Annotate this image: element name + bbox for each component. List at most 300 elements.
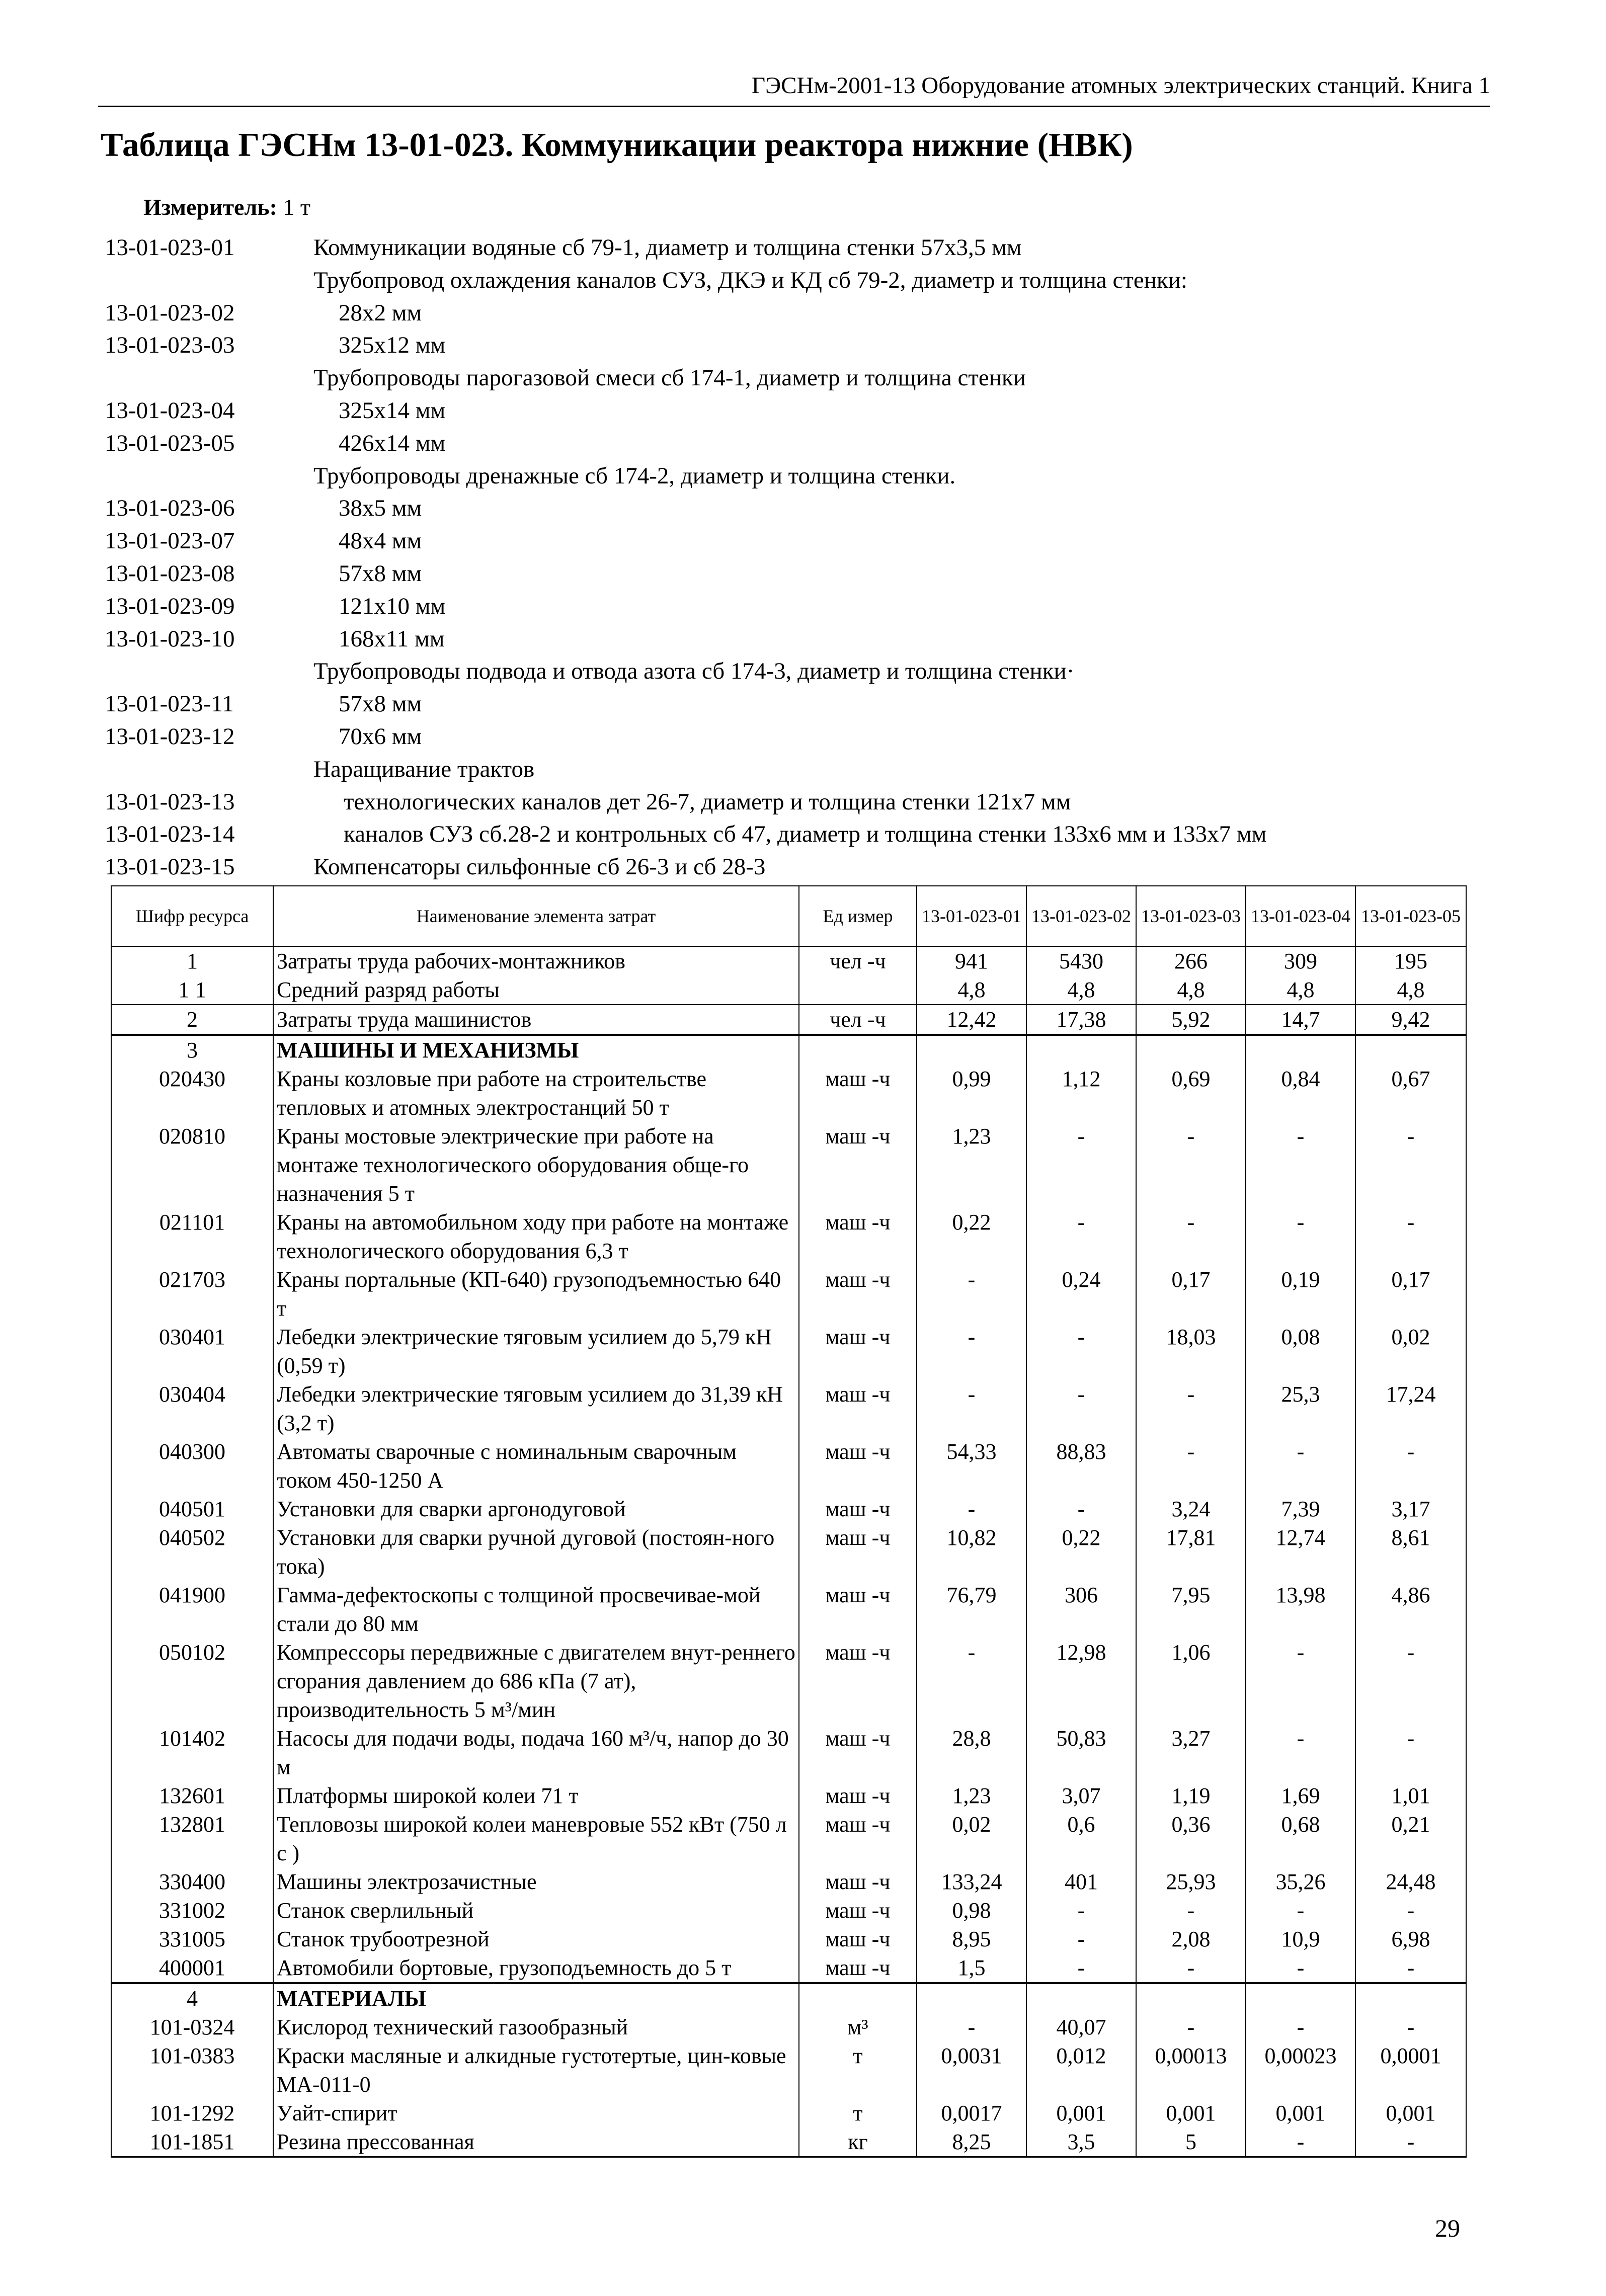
cell-value-1: 941 [917, 946, 1026, 975]
cell-code: 101-0324 [111, 2013, 273, 2041]
table-row [111, 1983, 1466, 2013]
cell-value-3: 7,95 [1136, 1581, 1246, 1638]
cell-value-5: - [1355, 1896, 1466, 1925]
code-description: 325х14 мм [339, 397, 446, 424]
cell-code: 132601 [111, 1781, 273, 1810]
cell-value-3: 4,8 [1136, 975, 1246, 1005]
cell-value-4: 0,19 [1246, 1265, 1355, 1323]
table-row [111, 1810, 1466, 1867]
cell-value-3: 1,19 [1136, 1781, 1246, 1810]
cell-value-5: 4,86 [1355, 1581, 1466, 1638]
cell-value-2: 0,012 [1026, 2041, 1136, 2099]
cell-code: 4 [111, 1983, 273, 2013]
cell-value-5: 0,02 [1355, 1323, 1466, 1380]
cell-value-3: 5,92 [1136, 1005, 1246, 1035]
running-header: ГЭСНм-2001-13 Оборудование атомных электрических станций. Книга 1 [98, 70, 1490, 107]
table-row [111, 975, 1466, 1005]
cell-name: Затраты труда рабочих-монтажников [273, 946, 799, 975]
table-row [111, 1638, 1466, 1724]
cell-value-3: - [1136, 2013, 1246, 2041]
code-row [105, 297, 1463, 330]
cell-value-2: 306 [1026, 1581, 1136, 1638]
cell-unit: маш -ч [799, 1495, 917, 1523]
cell-value-5: 0,001 [1355, 2099, 1466, 2127]
cell-unit: маш -ч [799, 1896, 917, 1925]
cell-unit: т [799, 2041, 917, 2099]
cell-value-4: 12,74 [1246, 1523, 1355, 1581]
code-row [105, 590, 1463, 623]
cell-unit: маш -ч [799, 1581, 917, 1638]
cell-value-1: - [917, 1265, 1026, 1323]
cell-name: Компрессоры передвижные с двигателем внут-реннего сгорания давлением до 686 кПа (7 ат), производительность 5 м³/мин [273, 1638, 799, 1724]
cell-unit [799, 1035, 917, 1064]
code-row [105, 460, 1463, 493]
code-description: Трубопроводы парогазовой смеси сб 174-1, диаметр и толщина стенки [313, 365, 1026, 391]
table-row [111, 1523, 1466, 1581]
code-number: 13-01-023-10 [105, 625, 235, 652]
cell-value-3: 0,001 [1136, 2099, 1246, 2127]
cell-value-1: 1,5 [917, 1953, 1026, 1983]
cell-value-3: 18,03 [1136, 1323, 1246, 1380]
code-number: 13-01-023-05 [105, 430, 235, 456]
cell-value-5: 1,01 [1355, 1781, 1466, 1810]
cell-value-2: 0,6 [1026, 1810, 1136, 1867]
cell-name: Станок трубоотрезной [273, 1925, 799, 1953]
cell-name: Станок сверлильный [273, 1896, 799, 1925]
table-row [111, 1867, 1466, 1896]
cell-code: 040502 [111, 1523, 273, 1581]
cell-value-3: - [1136, 1437, 1246, 1495]
meter-label: Измеритель: [143, 194, 277, 220]
cell-value-1: 10,82 [917, 1523, 1026, 1581]
cell-name: Краны на автомобильном ходу при работе на монтаже технологического оборудования 6,3 т [273, 1208, 799, 1265]
code-row [105, 362, 1463, 394]
cell-name: Краски масляные и алкидные густотертые, цин-ковые МА-011-0 [273, 2041, 799, 2099]
meter-line [143, 194, 310, 220]
code-description: Коммуникации водяные сб 79-1, диаметр и толщина стенки 57х3,5 мм [313, 234, 1022, 261]
cell-name: Краны мостовые электрические при работе на монтаже технологического оборудования обще-го назначения 5 т [273, 1122, 799, 1208]
cell-value-4: - [1246, 2127, 1355, 2157]
cell-unit: маш -ч [799, 1781, 917, 1810]
code-description: 28х2 мм [339, 299, 422, 326]
table-row [111, 1064, 1466, 1122]
cell-value-1: 0,0031 [917, 2041, 1026, 2099]
code-description: 168х11 мм [339, 625, 445, 652]
cell-value-5: - [1355, 1437, 1466, 1495]
table-row [111, 2127, 1466, 2157]
cell-unit: чел -ч [799, 1005, 917, 1035]
table-row [111, 1437, 1466, 1495]
cell-value-2: - [1026, 1495, 1136, 1523]
cell-value-5: - [1355, 1122, 1466, 1208]
code-description: Наращивание трактов [313, 756, 535, 782]
cell-unit [799, 975, 917, 1005]
code-row [105, 851, 1463, 883]
cell-name: Резина прессованная [273, 2127, 799, 2157]
code-description: 38х5 мм [339, 495, 422, 522]
cell-unit: маш -ч [799, 1867, 917, 1896]
cell-unit: маш -ч [799, 1953, 917, 1983]
code-number: 13-01-023-12 [105, 723, 235, 750]
cell-value-4: 0,08 [1246, 1323, 1355, 1380]
code-number: 13-01-023-08 [105, 560, 235, 587]
cell-value-3: 0,69 [1136, 1064, 1246, 1122]
cell-value-5 [1355, 1983, 1466, 2013]
cell-unit: чел -ч [799, 946, 917, 975]
cell-unit [799, 1983, 917, 2013]
cell-value-4: - [1246, 1724, 1355, 1781]
code-number: 13-01-023-01 [105, 234, 235, 261]
cell-value-4: - [1246, 1638, 1355, 1724]
meter-value: 1 т [283, 194, 311, 220]
header-col-3: 13-01-023-03 [1136, 886, 1246, 946]
cell-value-5: 6,98 [1355, 1925, 1466, 1953]
cell-value-2: 3,07 [1026, 1781, 1136, 1810]
cell-value-5: - [1355, 1953, 1466, 1983]
code-number: 13-01-023-14 [105, 821, 235, 848]
cell-value-1 [917, 1983, 1026, 2013]
cell-value-3: 0,00013 [1136, 2041, 1246, 2099]
cell-value-4: - [1246, 1122, 1355, 1208]
cell-value-2: 0,22 [1026, 1523, 1136, 1581]
code-row [105, 786, 1463, 818]
cell-value-4: - [1246, 1953, 1355, 1983]
cell-value-4: 35,26 [1246, 1867, 1355, 1896]
cell-value-2: 3,5 [1026, 2127, 1136, 2157]
cell-unit: маш -ч [799, 1638, 917, 1724]
cell-value-1: - [917, 1638, 1026, 1724]
resource-table [111, 885, 1467, 2158]
cell-unit: маш -ч [799, 1810, 917, 1867]
cell-value-2: - [1026, 1953, 1136, 1983]
cell-value-5: 3,17 [1355, 1495, 1466, 1523]
cell-value-2 [1026, 1983, 1136, 2013]
cell-code: 020430 [111, 1064, 273, 1122]
table-header-row [111, 886, 1466, 946]
code-number: 13-01-023-13 [105, 788, 235, 815]
code-row [105, 427, 1463, 460]
cell-value-1: 1,23 [917, 1781, 1026, 1810]
code-row [105, 720, 1463, 753]
cell-value-2: - [1026, 1925, 1136, 1953]
code-description: 57х8 мм [339, 560, 422, 587]
code-row [105, 655, 1463, 688]
cell-value-1: 0,0017 [917, 2099, 1026, 2127]
code-number: 13-01-023-02 [105, 299, 235, 326]
cell-code: 331005 [111, 1925, 273, 1953]
code-description: 426х14 мм [339, 430, 446, 456]
code-row [105, 525, 1463, 557]
cell-code: 400001 [111, 1953, 273, 1983]
cell-value-5: - [1355, 1208, 1466, 1265]
code-number: 13-01-023-07 [105, 528, 235, 554]
cell-code: 330400 [111, 1867, 273, 1896]
cell-value-5: 4,8 [1355, 975, 1466, 1005]
cell-value-2: - [1026, 1896, 1136, 1925]
cell-value-1: 54,33 [917, 1437, 1026, 1495]
table-row [111, 2099, 1466, 2127]
cell-code: 101402 [111, 1724, 273, 1781]
cell-value-2: 1,12 [1026, 1064, 1136, 1122]
code-description: 57х8 мм [339, 691, 422, 717]
cell-value-2: 12,98 [1026, 1638, 1136, 1724]
code-number: 13-01-023-09 [105, 593, 235, 619]
header-col-4: 13-01-023-04 [1246, 886, 1355, 946]
cell-value-4: 14,7 [1246, 1005, 1355, 1035]
cell-unit: маш -ч [799, 1323, 917, 1380]
cell-value-4: 0,001 [1246, 2099, 1355, 2127]
cell-unit: маш -ч [799, 1208, 917, 1265]
cell-code: 132801 [111, 1810, 273, 1867]
cell-unit: маш -ч [799, 1523, 917, 1581]
cell-value-1: 28,8 [917, 1724, 1026, 1781]
table-row [111, 2041, 1466, 2099]
cell-name: Средний разряд работы [273, 975, 799, 1005]
cell-value-3: 0,36 [1136, 1810, 1246, 1867]
cell-value-1: 133,24 [917, 1867, 1026, 1896]
table-row [111, 1581, 1466, 1638]
cell-value-2: 0,001 [1026, 2099, 1136, 2127]
cell-value-5: 0,17 [1355, 1265, 1466, 1323]
cell-value-4: 0,00023 [1246, 2041, 1355, 2099]
cell-value-4 [1246, 1983, 1355, 2013]
cell-value-4: 0,68 [1246, 1810, 1355, 1867]
cell-code: 101-1292 [111, 2099, 273, 2127]
cell-value-2: 88,83 [1026, 1437, 1136, 1495]
cell-value-3: 266 [1136, 946, 1246, 975]
cell-value-3: 1,06 [1136, 1638, 1246, 1724]
cell-value-5: 17,24 [1355, 1380, 1466, 1437]
code-description: Трубопроводы подвода и отвода азота сб 174-3, диаметр и толщина стенки· [313, 658, 1075, 685]
cell-value-1 [917, 1035, 1026, 1064]
cell-code: 331002 [111, 1896, 273, 1925]
code-description: 121х10 мм [339, 593, 446, 619]
cell-value-1: 12,42 [917, 1005, 1026, 1035]
table-row [111, 2013, 1466, 2041]
cell-value-1: 0,99 [917, 1064, 1026, 1122]
cell-name: МАШИНЫ И МЕХАНИЗМЫ [273, 1035, 799, 1064]
cell-unit: маш -ч [799, 1122, 917, 1208]
cell-unit: маш -ч [799, 1265, 917, 1323]
cell-value-5: 0,67 [1355, 1064, 1466, 1122]
header-col-1: 13-01-023-01 [917, 886, 1026, 946]
cell-unit: маш -ч [799, 1064, 917, 1122]
code-description: 70х6 мм [339, 723, 422, 750]
cell-code: 021703 [111, 1265, 273, 1323]
code-row [105, 231, 1463, 264]
table-row [111, 1005, 1466, 1035]
cell-value-4: - [1246, 1437, 1355, 1495]
cell-value-1: 0,22 [917, 1208, 1026, 1265]
cell-value-1: - [917, 1323, 1026, 1380]
cell-code: 101-0383 [111, 2041, 273, 2099]
cell-code: 041900 [111, 1581, 273, 1638]
code-description: Компенсаторы сильфонные сб 26-3 и сб 28-3 [313, 854, 766, 880]
cell-value-4: 10,9 [1246, 1925, 1355, 1953]
cell-value-5: - [1355, 1638, 1466, 1724]
cell-value-3: 17,81 [1136, 1523, 1246, 1581]
code-description: 48х4 мм [339, 528, 422, 554]
cell-value-3: 2,08 [1136, 1925, 1246, 1953]
cell-unit: маш -ч [799, 1380, 917, 1437]
cell-value-5: 24,48 [1355, 1867, 1466, 1896]
cell-name: Лебедки электрические тяговым усилием до 31,39 кН (3,2 т) [273, 1380, 799, 1437]
cell-value-3 [1136, 1983, 1246, 2013]
cell-code: 040501 [111, 1495, 273, 1523]
cell-code: 021101 [111, 1208, 273, 1265]
header-col-5: 13-01-023-05 [1355, 886, 1466, 946]
cell-unit: маш -ч [799, 1925, 917, 1953]
table-row [111, 1265, 1466, 1323]
table-row [111, 1781, 1466, 1810]
cell-value-1: - [917, 1380, 1026, 1437]
cell-unit: кг [799, 2127, 917, 2157]
cell-value-5: 195 [1355, 946, 1466, 975]
cell-value-5 [1355, 1035, 1466, 1064]
cell-value-4: 309 [1246, 946, 1355, 975]
cell-code: 3 [111, 1035, 273, 1064]
code-description: каналов СУЗ сб.28-2 и контрольных сб 47, диаметр и толщина стенки 133х6 мм и 133х7 мм [344, 821, 1267, 848]
code-row [105, 492, 1463, 525]
cell-value-4: 13,98 [1246, 1581, 1355, 1638]
code-row [105, 623, 1463, 655]
cell-code: 020810 [111, 1122, 273, 1208]
cell-name: Тепловозы широкой колеи маневровые 552 кВт (750 л с ) [273, 1810, 799, 1867]
header-name: Наименование элемента затрат [273, 886, 799, 946]
cell-code: 2 [111, 1005, 273, 1035]
cell-value-1: 8,25 [917, 2127, 1026, 2157]
cell-value-1: 8,95 [917, 1925, 1026, 1953]
cell-value-2: 50,83 [1026, 1724, 1136, 1781]
cell-value-1: 4,8 [917, 975, 1026, 1005]
cell-value-1: 1,23 [917, 1122, 1026, 1208]
cell-value-5: 8,61 [1355, 1523, 1466, 1581]
cell-name: Установки для сварки ручной дуговой (постоян-ного тока) [273, 1523, 799, 1581]
table-row [111, 1122, 1466, 1208]
header-code: Шифр ресурса [111, 886, 273, 946]
cell-value-4: - [1246, 1896, 1355, 1925]
cell-value-4: 7,39 [1246, 1495, 1355, 1523]
code-number: 13-01-023-15 [105, 854, 235, 880]
cell-name: Установки для сварки аргонодуговой [273, 1495, 799, 1523]
table-row [111, 1896, 1466, 1925]
table-row [111, 1925, 1466, 1953]
cell-value-4: - [1246, 1208, 1355, 1265]
cell-value-2: 5430 [1026, 946, 1136, 975]
cell-value-2 [1026, 1035, 1136, 1064]
code-description: 325х12 мм [339, 332, 446, 359]
cell-unit: м³ [799, 2013, 917, 2041]
code-row [105, 818, 1463, 851]
cell-name: Платформы широкой колеи 71 т [273, 1781, 799, 1810]
cell-name: Уайт-спирит [273, 2099, 799, 2127]
cell-name: Гамма-дефектоскопы с толщиной просвечивае-мой стали до 80 мм [273, 1581, 799, 1638]
cell-name: Автоматы сварочные с номинальным сварочным током 450-1250 А [273, 1437, 799, 1495]
cell-value-1: 0,98 [917, 1896, 1026, 1925]
code-number: 13-01-023-11 [105, 691, 234, 717]
cell-value-5: 9,42 [1355, 1005, 1466, 1035]
code-row [105, 394, 1463, 427]
cell-value-5: 0,0001 [1355, 2041, 1466, 2099]
cell-value-4 [1246, 1035, 1355, 1064]
cell-value-5: - [1355, 2013, 1466, 2041]
cell-value-3: 25,93 [1136, 1867, 1246, 1896]
cell-name: Автомобили бортовые, грузоподъемность до 5 т [273, 1953, 799, 1983]
code-number: 13-01-023-06 [105, 495, 235, 522]
code-description: технологических каналов дет 26-7, диаметр и толщина стенки 121х7 мм [344, 788, 1071, 815]
cell-value-4: 4,8 [1246, 975, 1355, 1005]
code-row [105, 688, 1463, 720]
code-list [105, 231, 1463, 883]
code-number: 13-01-023-03 [105, 332, 235, 359]
cell-name: МАТЕРИАЛЫ [273, 1983, 799, 2013]
cell-code: 030404 [111, 1380, 273, 1437]
code-row [105, 753, 1463, 786]
cell-value-1: - [917, 2013, 1026, 2041]
cell-value-1: 0,02 [917, 1810, 1026, 1867]
cell-code: 1 1 [111, 975, 273, 1005]
cell-value-2: 0,24 [1026, 1265, 1136, 1323]
code-description: Трубопровод охлаждения каналов СУЗ, ДКЭ и КД сб 79-2, диаметр и толщина стенки: [313, 267, 1187, 293]
cell-code: 1 [111, 946, 273, 975]
cell-value-3: 3,24 [1136, 1495, 1246, 1523]
code-description: Трубопроводы дренажные сб 174-2, диаметр и толщина стенки. [313, 462, 956, 489]
cell-value-3: 3,27 [1136, 1724, 1246, 1781]
cell-code: 101-1851 [111, 2127, 273, 2157]
cell-name: Кислород технический газообразный [273, 2013, 799, 2041]
cell-value-2: - [1026, 1208, 1136, 1265]
cell-code: 040300 [111, 1437, 273, 1495]
cell-value-3 [1136, 1035, 1246, 1064]
cell-value-5: - [1355, 2127, 1466, 2157]
cell-unit: маш -ч [799, 1437, 917, 1495]
code-row [105, 329, 1463, 362]
cell-value-1: - [917, 1495, 1026, 1523]
cell-value-5: 0,21 [1355, 1810, 1466, 1867]
cell-value-3: - [1136, 1896, 1246, 1925]
cell-value-4: 1,69 [1246, 1781, 1355, 1810]
cell-value-2: - [1026, 1380, 1136, 1437]
table-row [111, 1953, 1466, 1983]
cell-value-2: 40,07 [1026, 2013, 1136, 2041]
cell-value-3: - [1136, 1380, 1246, 1437]
header-unit: Ед измер [799, 886, 917, 946]
table-row [111, 1724, 1466, 1781]
cell-value-2: 4,8 [1026, 975, 1136, 1005]
page-number: 29 [1435, 2214, 1460, 2242]
cell-value-3: 0,17 [1136, 1265, 1246, 1323]
cell-value-2: 17,38 [1026, 1005, 1136, 1035]
cell-name: Краны козловые при работе на строительстве тепловых и атомных электростанций 50 т [273, 1064, 799, 1122]
header-col-2: 13-01-023-02 [1026, 886, 1136, 946]
cell-name: Насосы для подачи воды, подача 160 м³/ч, напор до 30 м [273, 1724, 799, 1781]
cell-value-3: 5 [1136, 2127, 1246, 2157]
cell-value-3: - [1136, 1122, 1246, 1208]
cell-value-4: - [1246, 2013, 1355, 2041]
cell-code: 050102 [111, 1638, 273, 1724]
cell-value-3: - [1136, 1208, 1246, 1265]
cell-name: Лебедки электрические тяговым усилием до 5,79 кН (0,59 т) [273, 1323, 799, 1380]
cell-value-1: 76,79 [917, 1581, 1026, 1638]
cell-value-4: 25,3 [1246, 1380, 1355, 1437]
cell-code: 030401 [111, 1323, 273, 1380]
cell-value-2: 401 [1026, 1867, 1136, 1896]
code-row [105, 264, 1463, 297]
cell-name: Машины электрозачистные [273, 1867, 799, 1896]
cell-value-2: - [1026, 1323, 1136, 1380]
table-row [111, 1208, 1466, 1265]
cell-value-4: 0,84 [1246, 1064, 1355, 1122]
